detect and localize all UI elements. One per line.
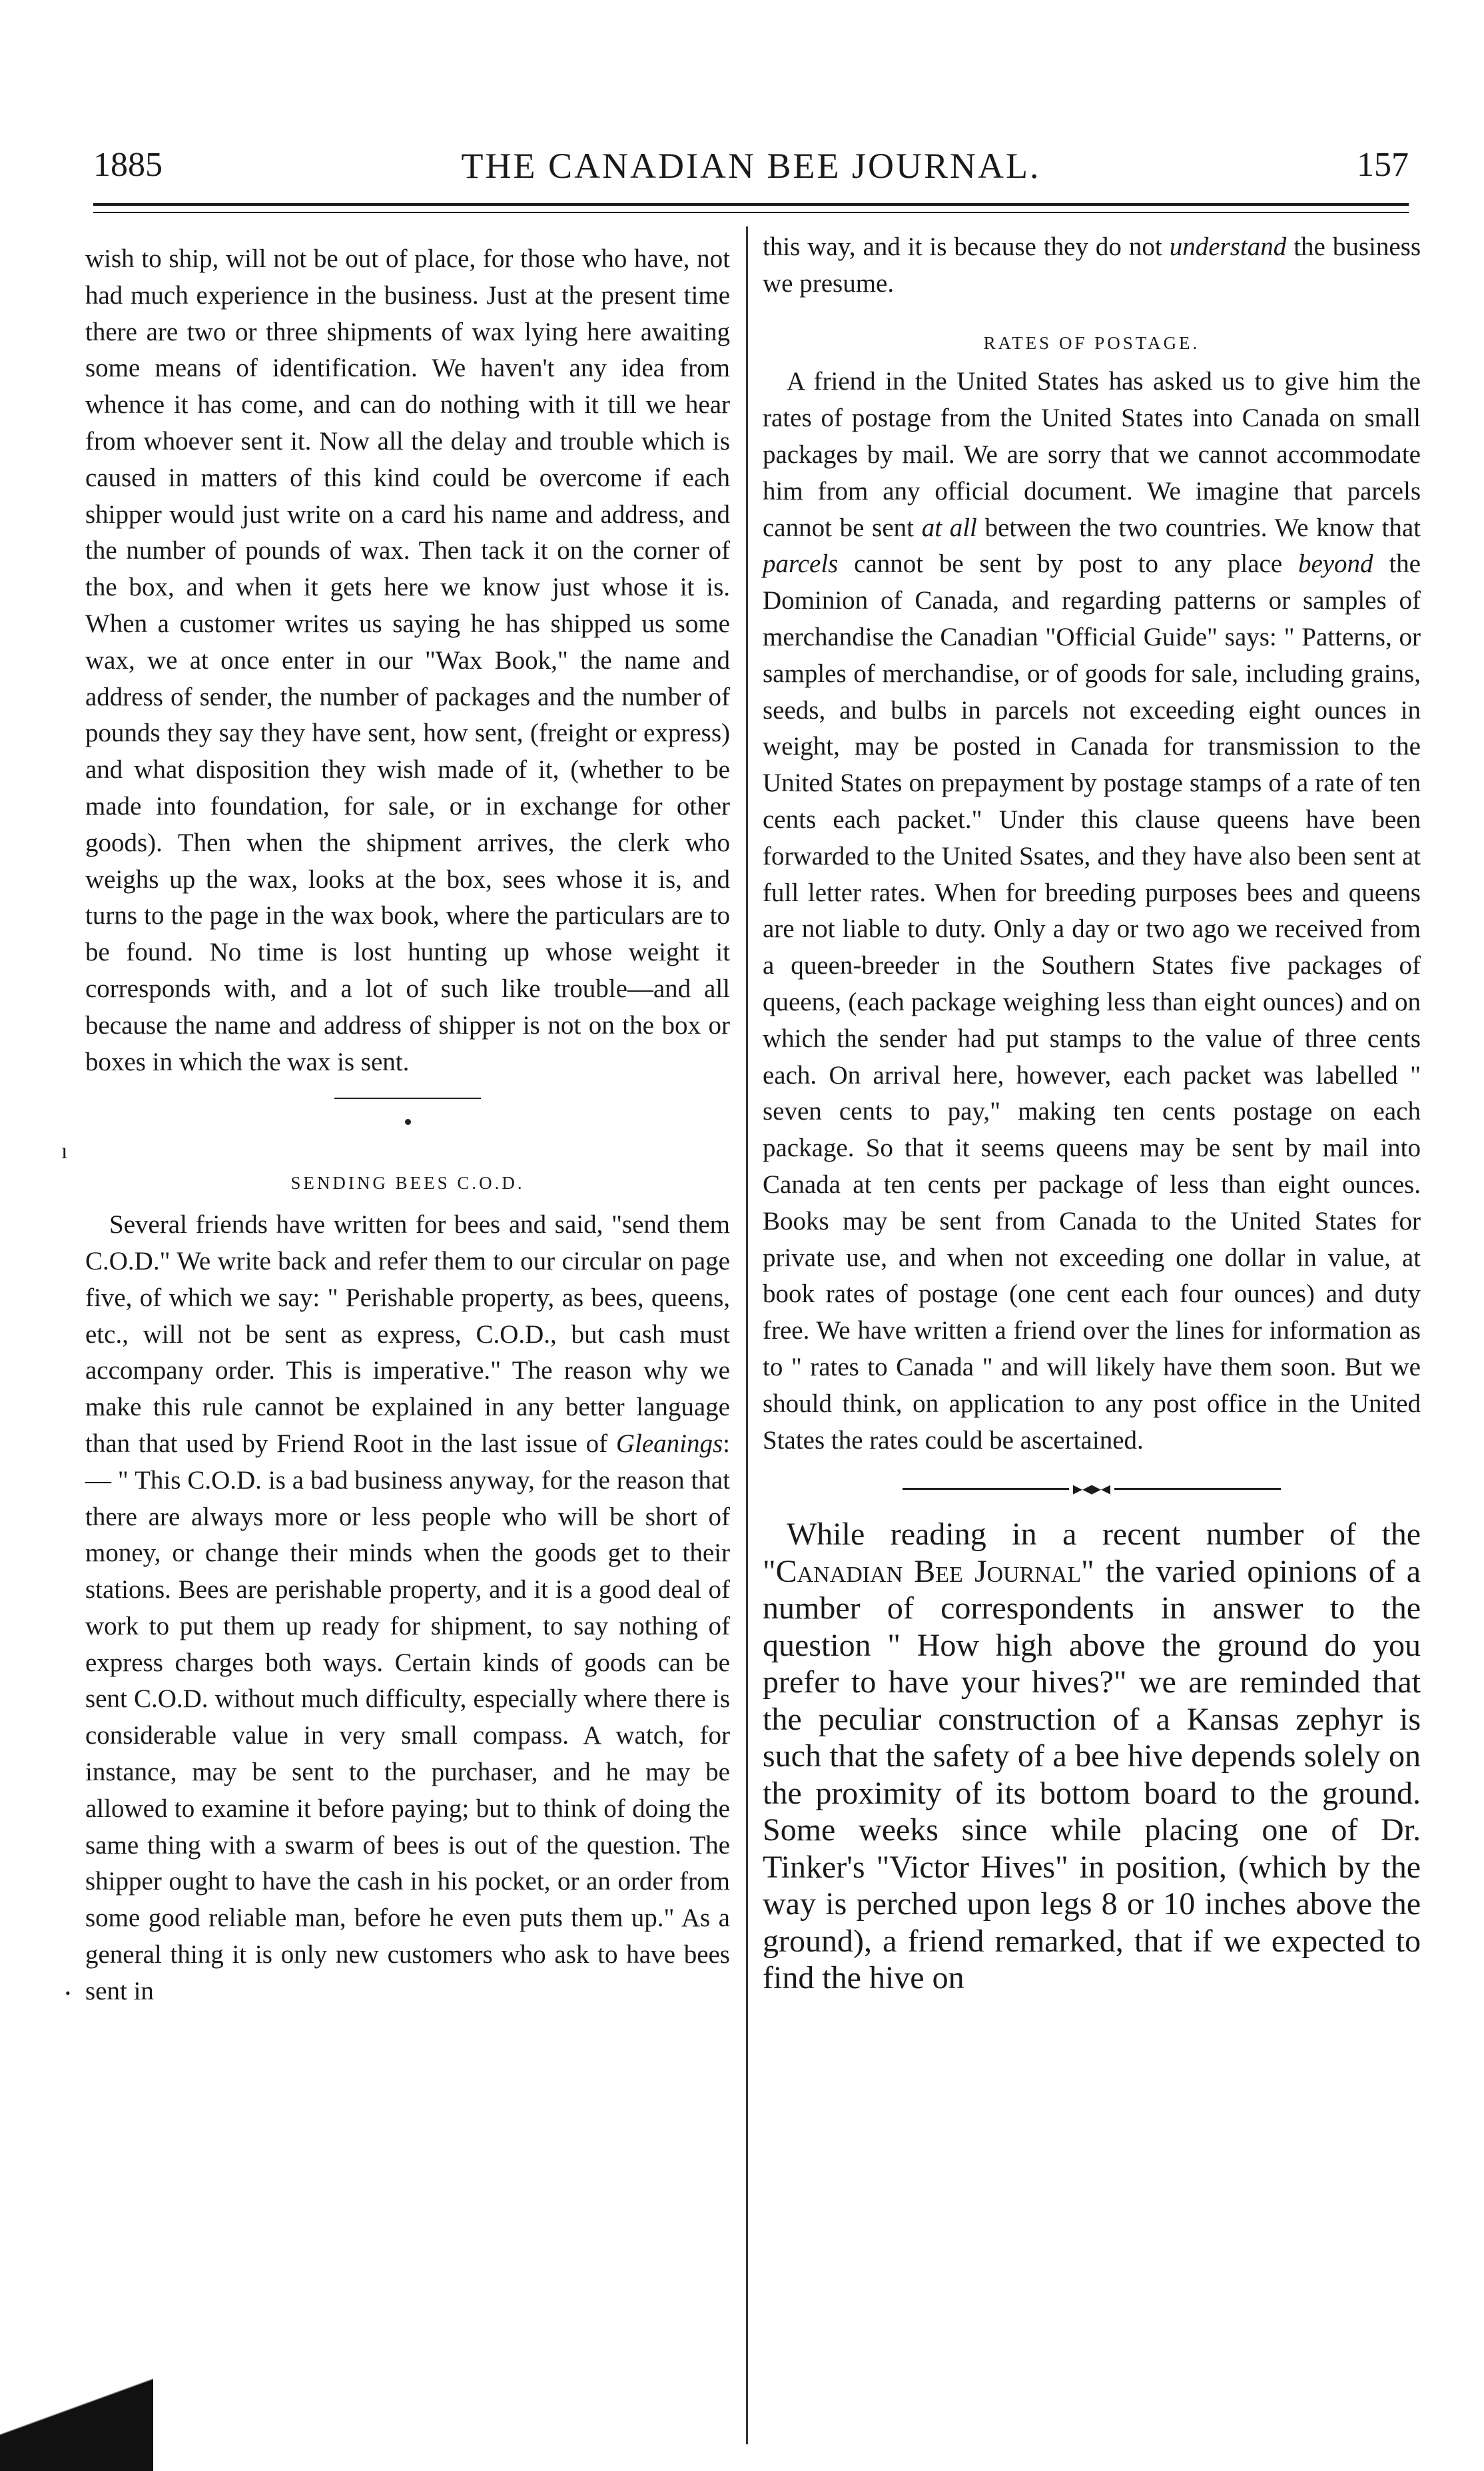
margin-mark: ı (61, 1139, 68, 1164)
wax-paragraph: wish to ship, will not be out of place, for those who have, not had much experience in the business. Just at the present time there are two or three shipments of wax lying here awaiting some means of identification. We haven't any idea from whence it has come, and can do nothing with it till we hear from whoever sent it. Now all the delay and trouble which is caused in matters of this kind could be overcome if each shipper would just write on a card his name and address, and the number of pounds of wax. Then tack it on the corner of the box, and when it gets here we know just whose it is. When a customer writes us saying he has shipped us some wax, we at once enter in our "Wax Book," the name and address of sender, the number of packages and the number of pounds they say they have sent, how sent, (freight or express) and what disposition they wish made of it, (whether to be made into foundation, for sale, or in exchange for other goods). Then when the shipment arrives, the clerk who weighs up the wax, looks at the box, sees whose it is, and turns to the page in the wax book, where the particulars are to be found. No time is lost hunting up whose weight it corresponds with, and a lot of such like trouble—and all because the name and address of shipper is not on the box or boxes in which the wax is sent. (85, 244, 730, 1076)
section-heading-sending-bees: SENDING BEES C.O.D. (290, 1173, 525, 1194)
header-rule-thick (93, 203, 1409, 206)
header-year: 1885 (93, 146, 163, 184)
scan-shadow (0, 2358, 153, 2471)
running-header (93, 145, 1409, 192)
continued-paragraph: this way, and it is because they do not understand the business we presume. (763, 232, 1421, 298)
section-heading-rates-of-postage: RATES OF POSTAGE. (983, 332, 1200, 353)
header-rule-thin (93, 212, 1409, 213)
page-number: 157 (1357, 146, 1409, 184)
margin-mark: • (65, 1985, 71, 2001)
journal-title: THE CANADIAN BEE JOURNAL. (461, 146, 1041, 186)
cod-paragraph: Several friends have written for bees and said, "send them C.O.D." We write back and refer them to our circular on page five, of which we say: " Perishable property, as bees, queens, etc., will not be sent as express, C.O.D., but cash must accompany order. This is imperative." The reason why we make this rule cannot be explained in any better language than that used by Friend Root in the last issue of Gleanings:— " This C.O.D. is a bad business anyway, for the reason that there are always more or less people who will be short of money, or change their minds when the goods get to their stations. Bees are perishable property, and it is a good deal of work to put them up ready for shipment, to say nothing of express charges both ways. Certain kinds of goods can be sent C.O.D. without much difficulty, especially where there is considerable value in very small compass. A watch, for instance, may be sent to the purchaser, and he may be allowed to examine it before paying; but to think of doing the same thing with a swarm of bees is out of the question. The shipper ought to have the cash in his pocket, or an order from some good reliable man, before he even puts them up." As a general thing it is only new customers who ask to have bees sent in (85, 1210, 730, 2005)
ornament-center: ▸◂▸◂ (1069, 1477, 1114, 1499)
ornamental-divider (763, 1471, 1421, 1507)
right-column (763, 229, 1421, 1997)
column-divider (746, 226, 748, 2444)
left-column (85, 241, 730, 2010)
divider-dot (405, 1119, 411, 1125)
postage-paragraph: A friend in the United States has asked us to give him the rates of postage from the United States into Canada on small packages by mail. We are sorry that we cannot accommodate him from any official document. We imagine that parcels cannot be sent at all between the two countries. We know that parcels cannot be sent by post to any place beyond the Dominion of Canada, and regarding patterns or samples of merchandise the Canadian "Official Guide" says: " Patterns, or samples of merchandise, or of goods for sale, including grains, seeds, and bulbs in parcels not exceeding eight ounces in weight, may be posted in Canada for transmission to the United States on prepayment by postage stamps of a rate of ten cents each packet." Under this clause queens have been forwarded to the United Ssates, and they have also been sent at full letter rates. When for breeding purposes bees and queens are not liable to duty. Only a day or two ago we received from a queen-breeder in the Southern States five packages of queens, (each package weighing less than eight ounces) and on which the sender had put stamps to the value of three cents each. On arrival here, however, each packet was labelled " seven cents to pay," making ten cents postage on each package. So that it seems queens may be sent by mail into Canada at ten cents per package of less than eight ounces. Books may be sent from Canada to the United States for private use, and when not exceeding one dollar in value, at book rates of postage (one cent each four ounces) and duty free. We have written a friend over the lines for information as to " rates to Canada " and will likely have them soon. But we should think, on application to any post office in the United States the rates could be ascertained. (763, 367, 1421, 1455)
kansas-zephyr-paragraph: While reading in a recent number of the "Canadian Bee Journal" the varied opinions of a number of correspondents in answer to the question " How high above the ground do you prefer to have your hives?" we are reminded that the peculiar construction of a Kansas zephyr is such that the safety of a bee hive depends solely on the proximity of its bottom board to the ground. Some weeks since while placing one of Dr. Tinker's "Victor Hives" in position, (which by the way is perched upon legs 8 or 10 inches above the ground), a friend remarked, that if we expected to find the hive on (763, 1517, 1421, 1996)
